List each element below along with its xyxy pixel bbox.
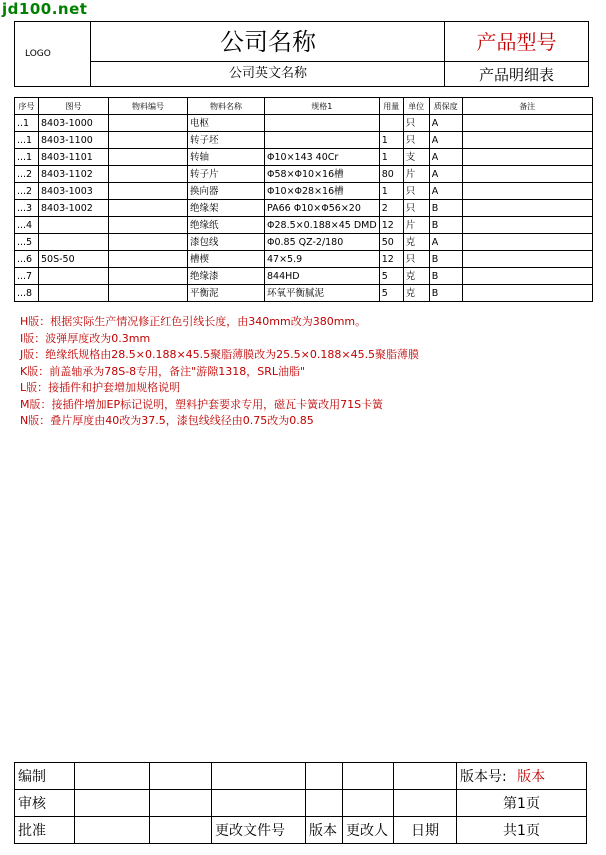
- version-no-value: 版本: [517, 769, 546, 785]
- table-cell: [109, 132, 188, 149]
- table-header-row: [15, 98, 593, 115]
- table-cell: 8403-1003: [39, 183, 109, 200]
- table-cell: 5: [379, 268, 403, 285]
- table-cell: [109, 268, 188, 285]
- table-cell: 只: [403, 132, 429, 149]
- table-cell: [462, 234, 592, 251]
- table-cell: 8403-1101: [39, 149, 109, 166]
- table-cell: [109, 149, 188, 166]
- table-cell: ...7: [15, 268, 39, 285]
- table-cell: ...3: [15, 200, 39, 217]
- table-cell: [265, 132, 380, 149]
- table-cell: 1: [379, 132, 403, 149]
- table-cell: [462, 285, 592, 302]
- table-cell: [109, 115, 188, 132]
- table-cell: [109, 234, 188, 251]
- blank-cell: [150, 817, 212, 844]
- change-doc-label: 更改文件号: [212, 817, 306, 844]
- table-cell: 只: [403, 200, 429, 217]
- parts-table-body: [15, 115, 593, 302]
- col-header: 序号: [15, 98, 39, 115]
- blank-cell: [394, 763, 457, 790]
- table-cell: [109, 251, 188, 268]
- table-cell: [39, 234, 109, 251]
- table-cell: [462, 183, 592, 200]
- table-cell: B: [429, 217, 462, 234]
- signoff-table: [14, 762, 587, 844]
- signoff-row: [15, 790, 587, 817]
- page-cell: 第1页: [457, 790, 587, 817]
- table-row: [15, 149, 593, 166]
- table-cell: 片: [403, 166, 429, 183]
- table-cell: 换向器: [188, 183, 265, 200]
- table-cell: 槽楔: [188, 251, 265, 268]
- table-cell: 2: [379, 200, 403, 217]
- table-row: [15, 217, 593, 234]
- table-cell: 1: [379, 183, 403, 200]
- table-cell: 环氧平衡腻泥: [265, 285, 380, 302]
- table-cell: 克: [403, 234, 429, 251]
- table-cell: [462, 132, 592, 149]
- blank-cell: [306, 790, 343, 817]
- table-cell: 只: [403, 183, 429, 200]
- table-cell: [109, 217, 188, 234]
- table-cell: ...8: [15, 285, 39, 302]
- table-cell: ...6: [15, 251, 39, 268]
- table-cell: ...2: [15, 183, 39, 200]
- table-row: [15, 200, 593, 217]
- table-cell: 12: [379, 217, 403, 234]
- table-cell: 转子坯: [188, 132, 265, 149]
- blank-cell: [394, 790, 457, 817]
- table-cell: 50S-50: [39, 251, 109, 268]
- revision-note: L版：接插件和护套增加规格说明: [20, 381, 181, 394]
- revision-note: K版：前盖轴承为78S-8专用，备注"游隙1318，SRL油脂": [20, 364, 306, 378]
- table-cell: 克: [403, 285, 429, 302]
- blank-cell: [212, 763, 306, 790]
- table-row: [15, 183, 593, 200]
- blank-cell: [150, 790, 212, 817]
- company-name: 公司名称: [91, 22, 445, 62]
- company-name-en: 公司英文名称: [228, 66, 307, 81]
- table-cell: B: [429, 200, 462, 217]
- table-row: [15, 285, 593, 302]
- date-label: 日期: [394, 817, 457, 844]
- table-cell: [462, 251, 592, 268]
- revision-note: H版：根据实际生产情况修正红色引线长度，由340mm改为380mm。: [20, 315, 367, 328]
- table-cell: [265, 115, 380, 132]
- col-header: 图号: [39, 98, 109, 115]
- table-cell: 平衡泥: [188, 285, 265, 302]
- detail-title: 产品明细表: [478, 66, 554, 84]
- table-cell: 只: [403, 115, 429, 132]
- table-row: [15, 268, 593, 285]
- review-cell: [75, 790, 150, 817]
- col-header: 单位: [403, 98, 429, 115]
- col-header: 备注: [462, 98, 592, 115]
- revision-note: I版：波弹厚度改为0.3mm: [20, 331, 151, 345]
- table-cell: [109, 183, 188, 200]
- table-cell: [462, 200, 592, 217]
- table-cell: [462, 149, 592, 166]
- table-cell: 克: [403, 268, 429, 285]
- col-header: 质保度: [429, 98, 462, 115]
- logo: LOGO: [15, 22, 91, 86]
- table-cell: ...2: [15, 166, 39, 183]
- table-cell: [462, 268, 592, 285]
- approve-label: 批准: [15, 817, 75, 844]
- table-cell: 绝缘纸: [188, 217, 265, 234]
- table-row: [15, 251, 593, 268]
- table-cell: ...5: [15, 234, 39, 251]
- table-cell: Φ28.5×0.188×45 DMD: [265, 217, 380, 234]
- total-pages-cell: 共1页: [457, 817, 587, 844]
- table-cell: [109, 285, 188, 302]
- signoff-row: [15, 817, 587, 844]
- table-cell: A: [429, 166, 462, 183]
- watermark: jd100.net: [2, 0, 88, 18]
- table-row: [15, 166, 593, 183]
- compile-cell: [75, 763, 150, 790]
- table-cell: 只: [403, 251, 429, 268]
- table-cell: [109, 166, 188, 183]
- table-cell: 8403-1002: [39, 200, 109, 217]
- product-block: [445, 22, 588, 86]
- table-cell: 8403-1100: [39, 132, 109, 149]
- table-cell: Φ0.85 QZ-2/180: [265, 234, 380, 251]
- approve-cell: [75, 817, 150, 844]
- table-cell: 漆包线: [188, 234, 265, 251]
- table-row: [15, 234, 593, 251]
- table-cell: [462, 217, 592, 234]
- col-header: 规格1: [265, 98, 380, 115]
- blank-cell: [212, 790, 306, 817]
- blank-cell: [343, 763, 394, 790]
- table-cell: 绝缘架: [188, 200, 265, 217]
- table-cell: 12: [379, 251, 403, 268]
- version-no-label: 版本号:: [460, 769, 507, 785]
- col-header: 物料名称: [188, 98, 265, 115]
- table-cell: 电枢: [188, 115, 265, 132]
- blank-cell: [343, 790, 394, 817]
- table-cell: 844HD: [265, 268, 380, 285]
- table-cell: 5: [379, 285, 403, 302]
- table-cell: Φ10×143 40Cr: [265, 149, 380, 166]
- table-cell: A: [429, 149, 462, 166]
- table-row: [15, 132, 593, 149]
- table-cell: [462, 166, 592, 183]
- table-cell: 8403-1000: [39, 115, 109, 132]
- table-cell: [462, 115, 592, 132]
- table-cell: 支: [403, 149, 429, 166]
- table-cell: [39, 268, 109, 285]
- changer-label: 更改人: [343, 817, 394, 844]
- table-cell: A: [429, 183, 462, 200]
- table-cell: 1: [379, 149, 403, 166]
- revision-note: M版：接插件增加EP标记说明，塑料护套要求专用，磁瓦卡簧改用71S卡簧: [20, 397, 384, 411]
- table-cell: 转子片: [188, 166, 265, 183]
- table-cell: A: [429, 234, 462, 251]
- version-label: 版本: [306, 817, 343, 844]
- col-header: 用量: [379, 98, 403, 115]
- table-cell: B: [429, 251, 462, 268]
- parts-table: [14, 97, 593, 302]
- blank-cell: [150, 763, 212, 790]
- table-cell: [109, 200, 188, 217]
- table-cell: Φ10×Φ28×16槽: [265, 183, 380, 200]
- version-no-cell: [457, 763, 587, 790]
- revision-note: J版：绝缘纸规格由28.5×0.188×45.5聚脂薄膜改为25.5×0.188×45.5聚脂薄膜: [20, 348, 420, 361]
- table-cell: 绝缘漆: [188, 268, 265, 285]
- table-cell: 8403-1102: [39, 166, 109, 183]
- table-cell: 47×5.9: [265, 251, 380, 268]
- table-cell: B: [429, 268, 462, 285]
- table-cell: [379, 115, 403, 132]
- table-cell: 片: [403, 217, 429, 234]
- table-cell: ...1: [15, 132, 39, 149]
- product-model: 产品型号: [445, 22, 588, 62]
- table-cell: [39, 285, 109, 302]
- table-cell: 转轴: [188, 149, 265, 166]
- table-cell: A: [429, 115, 462, 132]
- compile-label: 编制: [15, 763, 75, 790]
- revision-notes: [20, 314, 419, 430]
- col-header: 物料编号: [109, 98, 188, 115]
- table-cell: ..1: [15, 115, 39, 132]
- table-cell: 50: [379, 234, 403, 251]
- title-block: [14, 21, 589, 87]
- table-cell: B: [429, 285, 462, 302]
- table-cell: [39, 217, 109, 234]
- company-block: [91, 22, 445, 86]
- signoff-row: [15, 763, 587, 790]
- table-cell: PA66 Φ10×Φ56×20: [265, 200, 380, 217]
- table-row: [15, 115, 593, 132]
- review-label: 审核: [15, 790, 75, 817]
- table-cell: ...1: [15, 149, 39, 166]
- revision-note: N版：叠片厚度由40改为37.5，漆包线线径由0.75改为0.85: [20, 414, 314, 427]
- table-cell: 80: [379, 166, 403, 183]
- table-cell: ...4: [15, 217, 39, 234]
- blank-cell: [306, 763, 343, 790]
- table-cell: A: [429, 132, 462, 149]
- table-cell: Φ58×Φ10×16槽: [265, 166, 380, 183]
